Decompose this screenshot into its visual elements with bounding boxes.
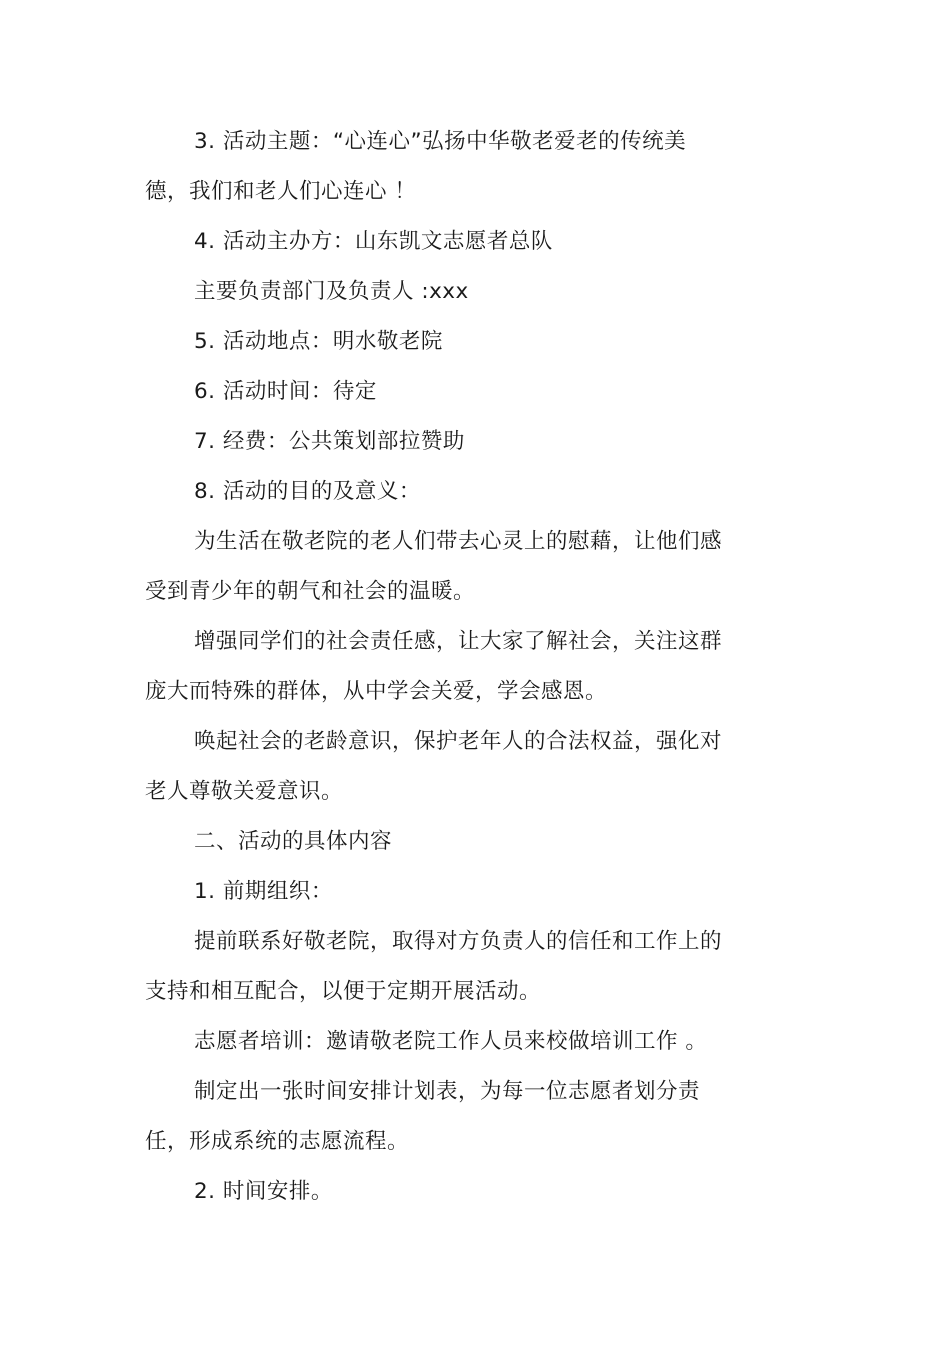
item-5-location: 5. 活动地点：明水敬老院 (194, 329, 443, 354)
item-3-theme-line2: 德，我们和老人们心连心 ！ (145, 179, 417, 204)
purpose-para1-line2: 受到青少年的朝气和社会的温暖。 (145, 579, 476, 604)
volunteer-training: 志愿者培训：邀请敬老院工作人员来校做培训工作 。 (194, 1029, 708, 1054)
schedule-para-line2: 任，形成系统的志愿流程。 (145, 1129, 410, 1154)
prep-para1-line1: 提前联系好敬老院，取得对方负责人的信任和工作上的 (194, 929, 723, 954)
responsible-person: 主要负责部门及负责人 :xxx (194, 279, 469, 304)
purpose-para3-line2: 老人尊敬关爱意识。 (145, 779, 344, 804)
item-7-funding: 7. 经费：公共策划部拉赞助 (194, 429, 465, 454)
sub-1-heading: 1. 前期组织： (194, 879, 333, 904)
purpose-para1-line1: 为生活在敬老院的老人们带去心灵上的慰藉，让他们感 (194, 529, 723, 554)
item-4-organizer: 4. 活动主办方：山东凯文志愿者总队 (194, 229, 553, 254)
purpose-para2-line2: 庞大而特殊的群体，从中学会关爱，学会感恩。 (145, 679, 608, 704)
schedule-para-line1: 制定出一张时间安排计划表，为每一位志愿者划分责 (194, 1079, 701, 1104)
purpose-para2-line1: 增强同学们的社会责任感，让大家了解社会，关注这群 (194, 629, 723, 654)
item-3-theme-line1: 3. 活动主题：“心连心”弘扬中华敬老爱老的传统美 (194, 129, 687, 154)
sub-2-heading: 2. 时间安排。 (194, 1179, 333, 1204)
item-8-purpose-heading: 8. 活动的目的及意义： (194, 479, 421, 504)
purpose-para3-line1: 唤起社会的老龄意识，保护老年人的合法权益，强化对 (194, 729, 723, 754)
item-6-time: 6. 活动时间：待定 (194, 379, 377, 404)
prep-para1-line2: 支持和相互配合，以便于定期开展活动。 (145, 979, 542, 1004)
section-2-heading: 二、活动的具体内容 (194, 829, 393, 854)
